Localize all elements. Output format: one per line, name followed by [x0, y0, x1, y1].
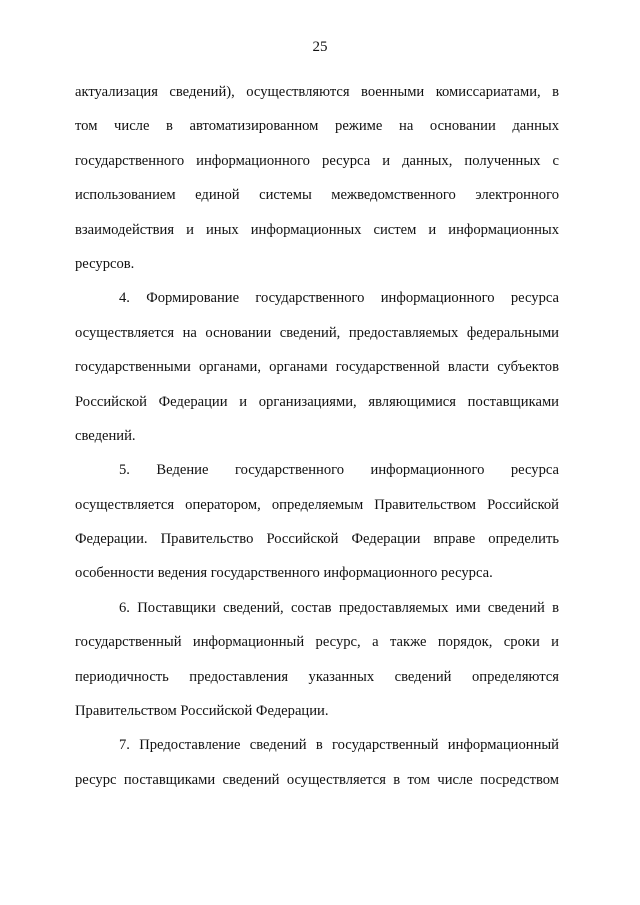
text-line: 6. Поставщики сведений, состав предоставляемых ими сведений в [119, 599, 559, 616]
text-line: использованием единой системы межведомственного электронного [75, 187, 559, 204]
text-line: сведений. [75, 427, 136, 444]
text-line: государственного информационного ресурса и данных, полученных с [75, 152, 559, 169]
text-line: взаимодействия и иных информационных систем и информационных [75, 221, 559, 238]
paragraph-continuation [75, 75, 559, 281]
text-line: государственный информационный ресурс, а также порядок, сроки и [75, 634, 559, 651]
paragraph-7 [75, 728, 559, 797]
text-line: том числе в автоматизированном режиме на основании данных [75, 118, 559, 135]
paragraph-6 [75, 591, 559, 729]
text-line: государственными органами, органами государственной власти субъектов [75, 359, 559, 376]
text-line: 4. Формирование государственного информационного ресурса [119, 290, 559, 307]
text-line: 7. Предоставление сведений в государственный информационный [119, 737, 559, 754]
text-line: осуществляется оператором, определяемым Правительством Российской [75, 496, 559, 513]
text-line: актуализация сведений), осуществляются военными комиссариатами, в [75, 84, 559, 100]
text-line: Российской Федерации и организациями, являющимися поставщиками [75, 393, 559, 410]
paragraph-4 [75, 281, 559, 453]
text-line: особенности ведения государственного информационного ресурса. [75, 565, 493, 582]
paragraph-5 [75, 453, 559, 591]
document-body [75, 75, 559, 797]
text-line: ресурс поставщиками сведений осуществляется в том числе посредством [75, 771, 559, 788]
text-line: осуществляется на основании сведений, предоставляемых федеральными [75, 324, 559, 341]
text-line: ресурсов. [75, 255, 135, 272]
text-line: Правительством Российской Федерации. [75, 703, 329, 720]
text-line: 5. Ведение государственного информационного ресурса [119, 462, 559, 479]
page-number: 25 [312, 39, 328, 55]
text-line: периодичность предоставления указанных сведений определяются [75, 668, 559, 685]
text-line: Федерации. Правительство Российской Федерации вправе определить [75, 531, 559, 548]
